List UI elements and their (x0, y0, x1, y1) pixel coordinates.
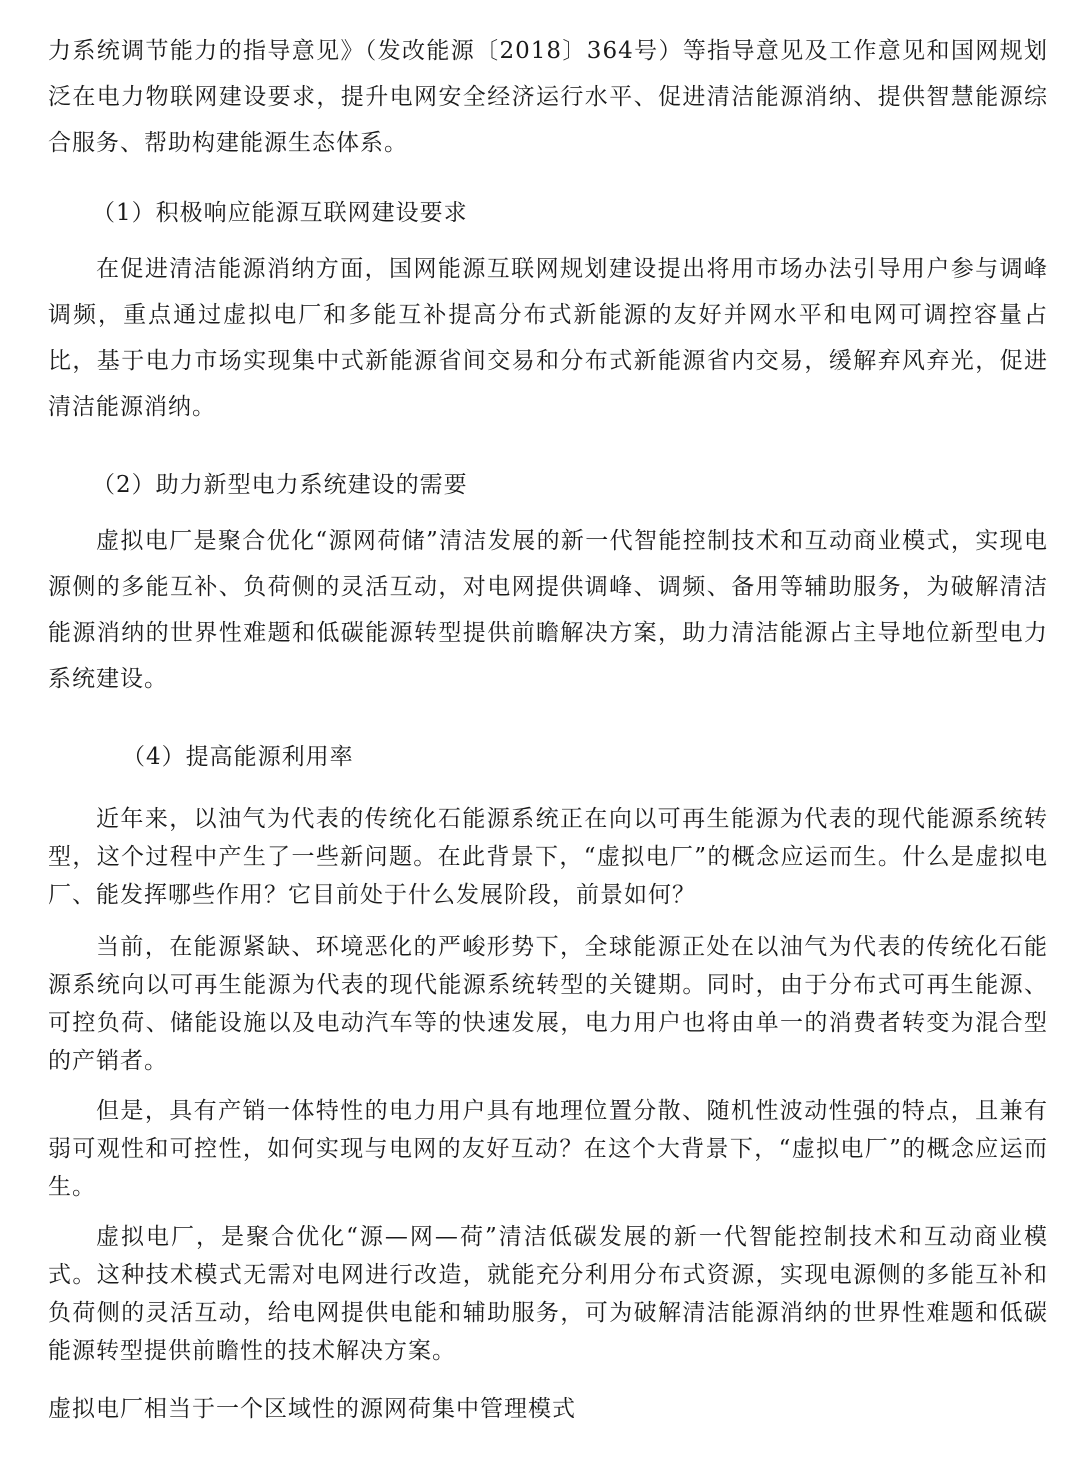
paragraph-4: 当前，在能源紧缺、环境恶化的严峻形势下，全球能源正处在以油气为代表的传统化石能源系统向以可再生能源为代表的现代能源系统转型的关键期。同时，由于分布式可再生能源、可控负荷、储能设施以及电动汽车等的快速发展，电力用户也将由单一的消费者转变为混合型的产销者。 (48, 934, 1048, 1074)
intro-paragraph: 力系统调节能力的指导意见》（发改能源〔2018〕364号）等指导意见及工作意见和国网规划泛在电力物联网建设要求，提升电网安全经济运行水平、促进清洁能源消纳、提供智慧能源综合服务、帮助构建能源生态体系。 (48, 38, 1048, 156)
section-heading-1: （1）积极响应能源互联网建设要求 (92, 200, 468, 226)
section-heading-2: （2）助力新型电力系统建设的需要 (92, 472, 468, 498)
paragraph-2: 虚拟电厂是聚合优化“源网荷储”清洁发展的新一代智能控制技术和互动商业模式，实现电源侧的多能互补、负荷侧的灵活互动，对电网提供调峰、调频、备用等辅助服务，为破解清洁能源消纳的世界性难题和低碳能源转型提供前瞻解决方案，助力清洁能源占主导地位新型电力系统建设。 (48, 528, 1048, 692)
paragraph-7: 虚拟电厂相当于一个区域性的源网荷集中管理模式 (48, 1396, 576, 1422)
paragraph-5: 但是，具有产销一体特性的电力用户具有地理位置分散、随机性波动性强的特点，且兼有弱可观性和可控性，如何实现与电网的友好互动？在这个大背景下，“虚拟电厂”的概念应运而生。 (48, 1098, 1048, 1200)
paragraph-6: 虚拟电厂，是聚合优化“源—网—荷”清洁低碳发展的新一代智能控制技术和互动商业模式。这种技术模式无需对电网进行改造，就能充分利用分布式资源，实现电源侧的多能互补和负荷侧的灵活互动，给电网提供电能和辅助服务，可为破解清洁能源消纳的世界性难题和低碳能源转型提供前瞻性的技术解决方案。 (48, 1224, 1048, 1364)
paragraph-1: 在促进清洁能源消纳方面，国网能源互联网规划建设提出将用市场办法引导用户参与调峰调频，重点通过虚拟电厂和多能互补提高分布式新能源的友好并网水平和电网可调控容量占比，基于电力市场实现集中式新能源省间交易和分布式新能源省内交易，缓解弃风弃光，促进清洁能源消纳。 (48, 256, 1048, 420)
section-heading-3: （4）提高能源利用率 (122, 744, 354, 770)
paragraph-3: 近年来，以油气为代表的传统化石能源系统正在向以可再生能源为代表的现代能源系统转型，这个过程中产生了一些新问题。在此背景下，“虚拟电厂”的概念应运而生。什么是虚拟电厂、能发挥哪些作用？它目前处于什么发展阶段，前景如何？ (48, 806, 1048, 908)
